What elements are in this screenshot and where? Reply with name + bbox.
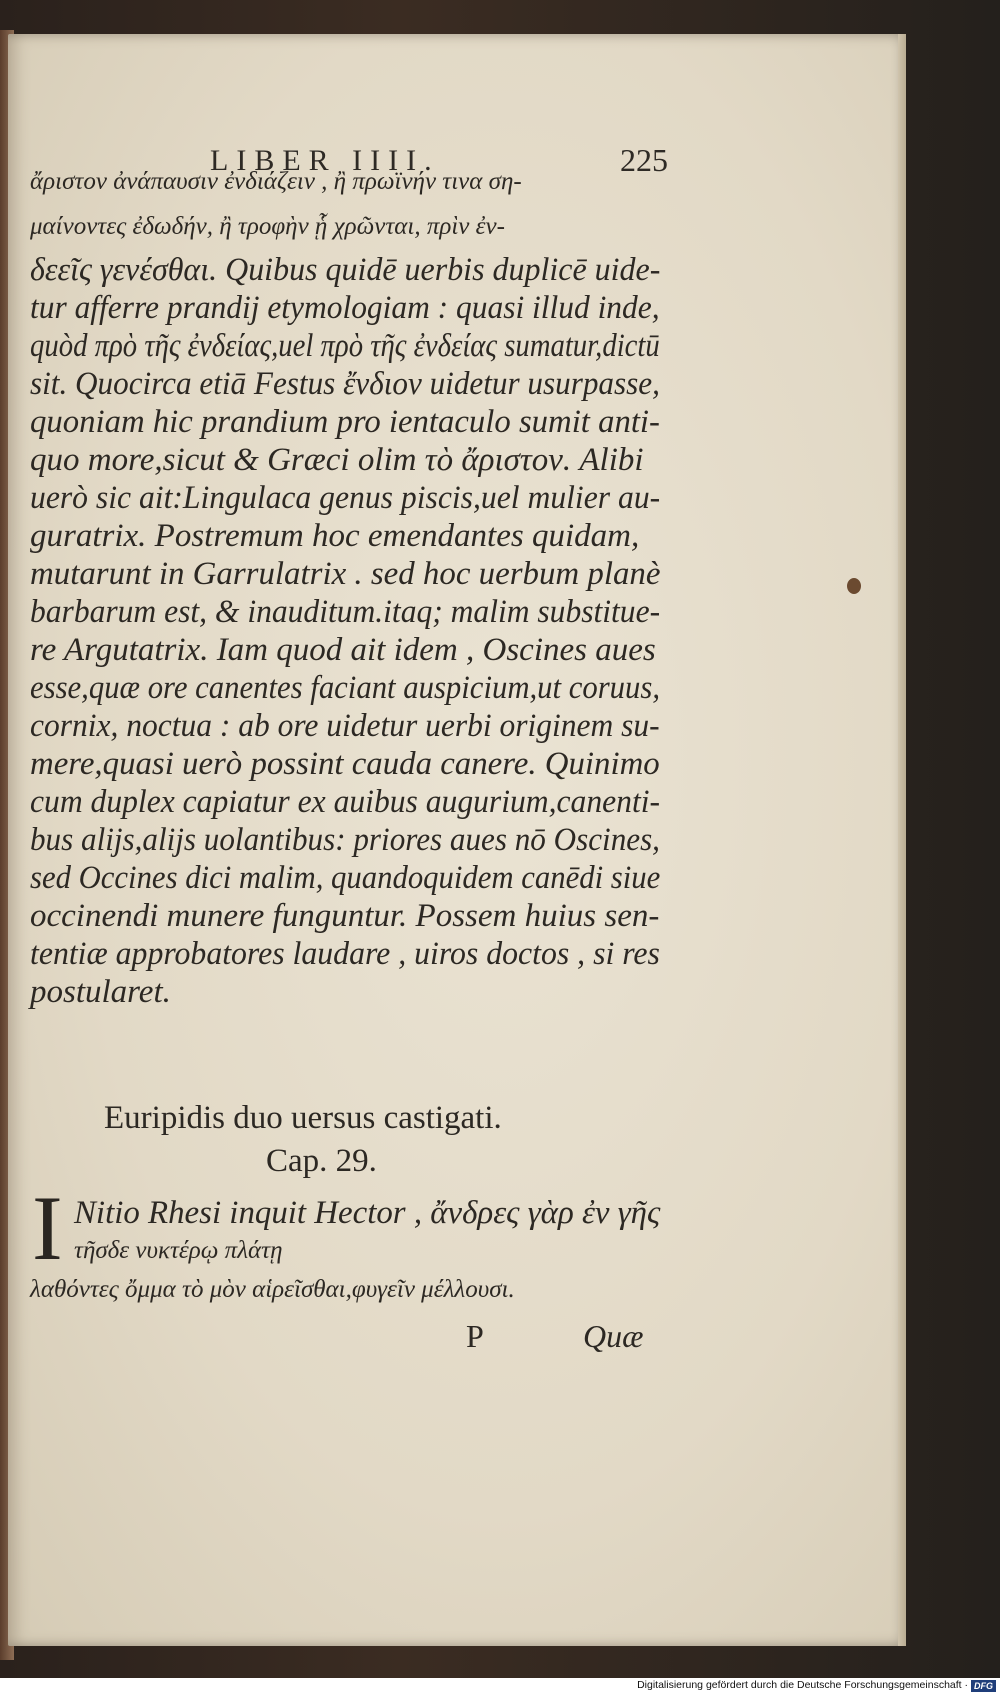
text-line: quòd πρὸ τῆς ἐνδείας,uel πρὸ τῆς ἐνδείας sumatur,dictū [30,328,660,364]
text-line: tur afferre prandij etymologiam : quasi illud inde, [30,290,660,326]
text-line: λαθόντες ὄμμα τὸ μὸν αἱρεῖσθαι,φυγεῖν μέλλουσι. [30,1276,515,1303]
text-line: tentiæ approbatores laudare , uiros doctos , si res [30,936,660,972]
text-line: ἄριστον ἀνάπαυσιν ἐνδιάζειν , ἢ πρωϊνήν τινα ση- [30,168,522,195]
page-fore-edge [898,34,906,1646]
text-line: cornix, noctua : ab ore uidetur uerbi originem su- [30,708,660,744]
ink-blot [847,578,861,594]
text-line: τῆσδε νυκτέρῳ πλάτῃ [74,1237,283,1264]
page-number: 225 [620,142,668,178]
footer-credit: Digitalisierung gefördert durch die Deutsche Forschungsgemeinschaft · [637,1679,968,1691]
text-line: mere,quasi uerò possint cauda canere. Quinimo [30,746,660,782]
text-line: barbarum est, & inauditum.itaq; malim substitue- [30,594,661,630]
signature-mark: P [466,1318,484,1354]
text-line: quo more,sicut & Græci olim τὸ ἄριστον. Alibi [30,442,644,478]
text-line: esse,quæ ore canentes faciant auspicium,ut coruus, [30,670,661,706]
text-line: re Argutatrix. Iam quod ait idem , Oscines aues [30,632,656,668]
text-line: sit. Quocirca etiā Festus ἔνδιον uidetur usurpasse, [30,366,660,402]
text-line: Nitio Rhesi inquit Hector , ἄνδρες γὰρ ἐν γῆς [74,1195,661,1231]
chapter-number: Cap. 29. [266,1143,377,1179]
drop-cap-initial: I [32,1177,63,1279]
text-line: δεεῖς γενέσθαι. Quibus quidē uerbis duplicē uide- [30,252,661,288]
text-line: occinendi munere funguntur. Possem huius sen- [30,898,660,934]
catchword: Quæ [583,1318,644,1354]
text-line: cum duplex capiatur ex auibus augurium,canenti- [30,784,661,820]
text-line: quoniam hic prandium pro ientaculo sumit anti- [30,404,660,440]
running-head: LIBER IIII. [210,144,440,177]
dfg-logo: DFG [971,1680,996,1692]
text-line: sed Occines dici malim, quandoquidem canēdi siue [30,860,661,896]
text-line: mutarunt in Garrulatrix . sed hoc uerbum planè [30,556,661,592]
text-line: postularet. [30,974,171,1010]
text-line: uerò sic ait:Lingulaca genus piscis,uel mulier au- [30,480,661,516]
chapter-title: Euripidis duo uersus castigati. [104,1100,502,1136]
text-line: μαίνοντες ἐδωδήν, ἢ τροφὴν ᾗ χρῶνται, πρὶν ἐν- [30,213,505,240]
text-line: bus alijs,alijs uolantibus: priores aues nō Oscines, [30,822,660,858]
text-line: guratrix. Postremum hoc emendantes quidam, [30,518,640,554]
